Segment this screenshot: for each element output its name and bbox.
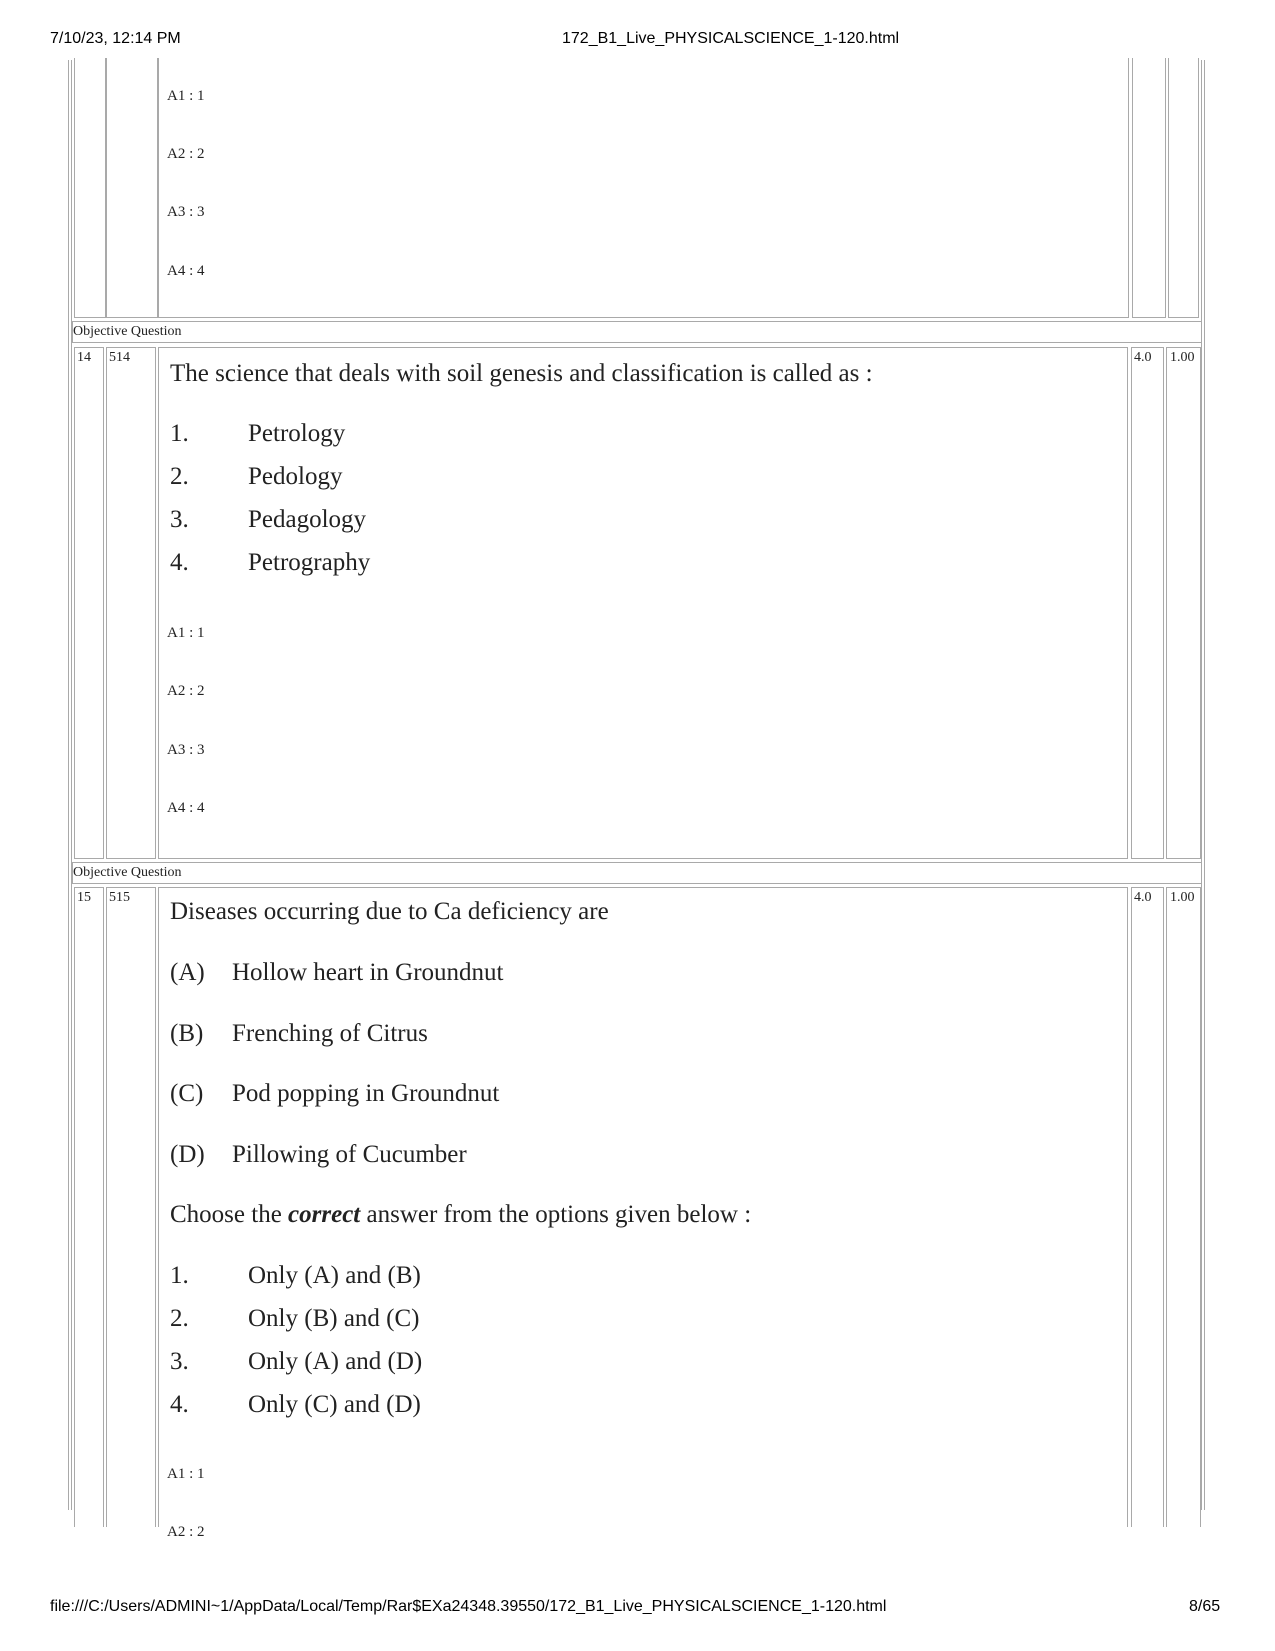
- option-text: Only (A) and (B): [248, 1262, 421, 1289]
- statement-label: (D): [170, 1141, 205, 1168]
- statement-text: Pod popping in Groundnut: [232, 1080, 500, 1107]
- option-number: 3.: [170, 1348, 189, 1375]
- question-text: The science that deals with soil genesis and classification is called as :: [170, 360, 873, 387]
- option-number: 1.: [170, 1262, 189, 1289]
- negative-marks: 1.00: [1170, 350, 1195, 365]
- answer-code: A2 : 2: [167, 1524, 205, 1540]
- marks: 4.0: [1134, 890, 1152, 905]
- answer-code: A4 : 4: [167, 800, 205, 816]
- question-text: Diseases occurring due to Ca deficiency are: [170, 898, 609, 925]
- statement-label: (A): [170, 959, 205, 986]
- option-text: Petrology: [248, 420, 346, 447]
- answer-code: A3 : 3: [167, 742, 205, 758]
- print-datetime: 7/10/23, 12:14 PM: [50, 30, 181, 47]
- answer-code: A1 : 1: [167, 88, 205, 104]
- negative-marks: 1.00: [1170, 890, 1195, 905]
- serial-number: 14: [77, 350, 91, 365]
- answer-code: A1 : 1: [167, 625, 205, 641]
- option-number: 4.: [170, 549, 189, 576]
- answer-code: A1 : 1: [167, 1466, 205, 1482]
- section-label: Objective Question: [73, 324, 182, 339]
- serial-number: 15: [77, 890, 91, 905]
- marks: 4.0: [1134, 350, 1152, 365]
- print-file-path: file:///C:/Users/ADMINI~1/AppData/Local/Temp/Rar$EXa24348.39550/172_B1_Live_PHYSICALSCIENCE_1-120.html: [50, 1598, 887, 1615]
- statement-text: Hollow heart in Groundnut: [232, 959, 504, 986]
- option-number: 1.: [170, 420, 189, 447]
- option-text: Pedagology: [248, 506, 367, 533]
- instruction-text: Choose the correct answer from the options given below :: [170, 1201, 752, 1228]
- option-number: 3.: [170, 506, 189, 533]
- answer-code: A2 : 2: [167, 683, 205, 699]
- option-number: 2.: [170, 1305, 189, 1332]
- print-page-number: 8/65: [1189, 1598, 1221, 1615]
- statement-text: Pillowing of Cucumber: [232, 1141, 467, 1168]
- section-label: Objective Question: [73, 865, 182, 880]
- statement-label: (B): [170, 1020, 204, 1047]
- statement-text: Frenching of Citrus: [232, 1020, 428, 1047]
- statement-label: (C): [170, 1080, 204, 1107]
- answer-code: A3 : 3: [167, 204, 205, 220]
- print-page-title: 172_B1_Live_PHYSICALSCIENCE_1-120.html: [562, 30, 900, 47]
- answer-code: A2 : 2: [167, 146, 205, 162]
- option-text: Only (B) and (C): [248, 1305, 420, 1332]
- option-text: Petrography: [248, 549, 371, 576]
- question-id: 515: [109, 890, 130, 905]
- option-text: Pedology: [248, 463, 343, 490]
- option-number: 4.: [170, 1391, 189, 1418]
- option-text: Only (C) and (D): [248, 1391, 421, 1418]
- option-text: Only (A) and (D): [248, 1348, 423, 1375]
- answer-code: A4 : 4: [167, 263, 205, 279]
- question-id: 514: [109, 350, 130, 365]
- option-number: 2.: [170, 463, 189, 490]
